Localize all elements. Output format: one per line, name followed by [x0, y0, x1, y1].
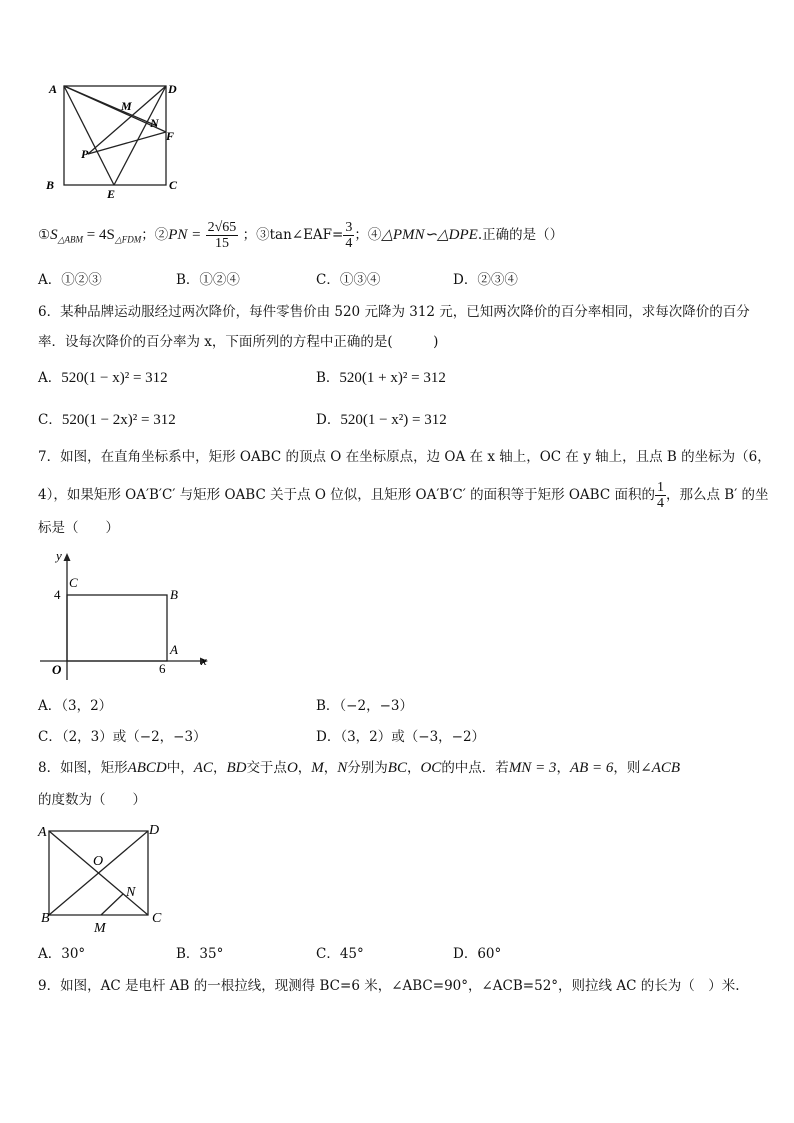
svg-text:B: B: [170, 587, 178, 602]
q7-option-c: C．（2，3）或（−2，−3）: [38, 729, 207, 745]
label-B: B: [46, 178, 55, 192]
q7-line2: 4），如果矩形 OA′B′C′ 与矩形 OABC 关于点 O 位似，且矩形 OA′B′C′ 的面积等于矩形 OABC 面积的 $\frac{1}{4}$ ，那么点 B′ 的坐: [38, 480, 769, 511]
q9-line1: 9．如图，AC 是电杆 AB 的一根拉线，现测得 BC=6 米，∠ABC=90°，∠ACB=52°，则拉线 AC 的长为（ ）米.: [38, 978, 740, 994]
q6-option-d: D．520(1 − x²) = 312: [316, 412, 447, 428]
svg-text:4: 4: [54, 587, 61, 602]
q6-line1: 6．某种品牌运动服经过两次降价，每件零售价由 520 元降为 312 元，已知两次降价的百分率相同，求每次降价的百分: [38, 304, 750, 320]
q7-line3: 标是（ ）: [38, 520, 119, 536]
q7-line1: 7．如图，在直角坐标系中，矩形 OABC 的顶点 O 在坐标原点，边 OA 在 x 轴上，OC 在 y 轴上，且点 B 的坐标为（6，: [38, 449, 771, 465]
svg-text:y: y: [56, 548, 62, 563]
svg-text:B: B: [41, 911, 50, 926]
q5-figure: [40, 76, 200, 198]
label-N: N: [150, 116, 159, 130]
label-C: C: [169, 178, 178, 192]
segment-mn: [101, 894, 123, 915]
q5-option-d: D．②③④: [453, 272, 518, 288]
q8-option-c: C．45°: [316, 946, 364, 962]
q7-option-b: B．（−2，−3）: [316, 698, 413, 714]
svg-text:O: O: [93, 854, 104, 869]
svg-text:6: 6: [159, 661, 166, 676]
svg-text:C: C: [152, 911, 162, 926]
svg-text:O: O: [52, 662, 62, 677]
q5-option-b: B．①②④: [176, 272, 240, 288]
svg-text:A: A: [38, 825, 47, 840]
label-F: F: [166, 129, 175, 143]
svg-text:D: D: [149, 823, 160, 838]
square-abcd: [64, 86, 166, 185]
q7-option-d: D．（3，2）或（−3，−2）: [316, 729, 486, 745]
rectangle-oabc: [67, 595, 167, 661]
q8-option-d: D．60°: [453, 946, 502, 962]
q6-option-c: C．520(1 − 2x)² = 312: [38, 412, 176, 428]
q6-line2: 率．设每次降价的百分率为 x，下面所列的方程中正确的是( ): [38, 334, 439, 350]
q8-option-a: A．30°: [38, 946, 86, 962]
q5-option-c: C．①③④: [316, 272, 381, 288]
q6-option-a: A．520(1 − x)² = 312: [38, 370, 168, 386]
svg-text:C: C: [69, 575, 78, 590]
q8-option-b: B．35°: [176, 946, 224, 962]
label-P: P: [81, 147, 89, 161]
label-A: A: [49, 82, 58, 96]
label-D: D: [168, 82, 177, 96]
y-arrow: [64, 553, 71, 561]
q7-option-a: A．（3，2）: [38, 698, 113, 714]
q8-line2: 的度数为（ ）: [38, 792, 146, 808]
label-E: E: [107, 187, 116, 198]
q5-statements: $①S_{\triangle ABM} = 4S_{\triangle FDM}$；②PN = $\frac{2√65}{15}$ ；③tan∠EAF= $\frac{3}{4}$ ；④△PMN∽△DPE.正确的是（）: [38, 220, 564, 251]
svg-text:x: x: [201, 653, 207, 668]
svg-text:A: A: [170, 642, 178, 657]
svg-text:M: M: [94, 921, 106, 936]
label-M: M: [121, 99, 132, 113]
q8-figure: [36, 818, 172, 936]
q5-option-a: A．①②③: [38, 272, 102, 288]
q8-line1: 8．如图，矩形ABCD中，AC，BD交于点O，M，N分别为BC，OC的中点．若MN = 3，AB = 6，则∠ACB: [38, 760, 681, 776]
q7-figure: [36, 546, 216, 686]
svg-text:N: N: [126, 885, 136, 900]
q6-option-b: B．520(1 + x)² = 312: [316, 370, 446, 386]
